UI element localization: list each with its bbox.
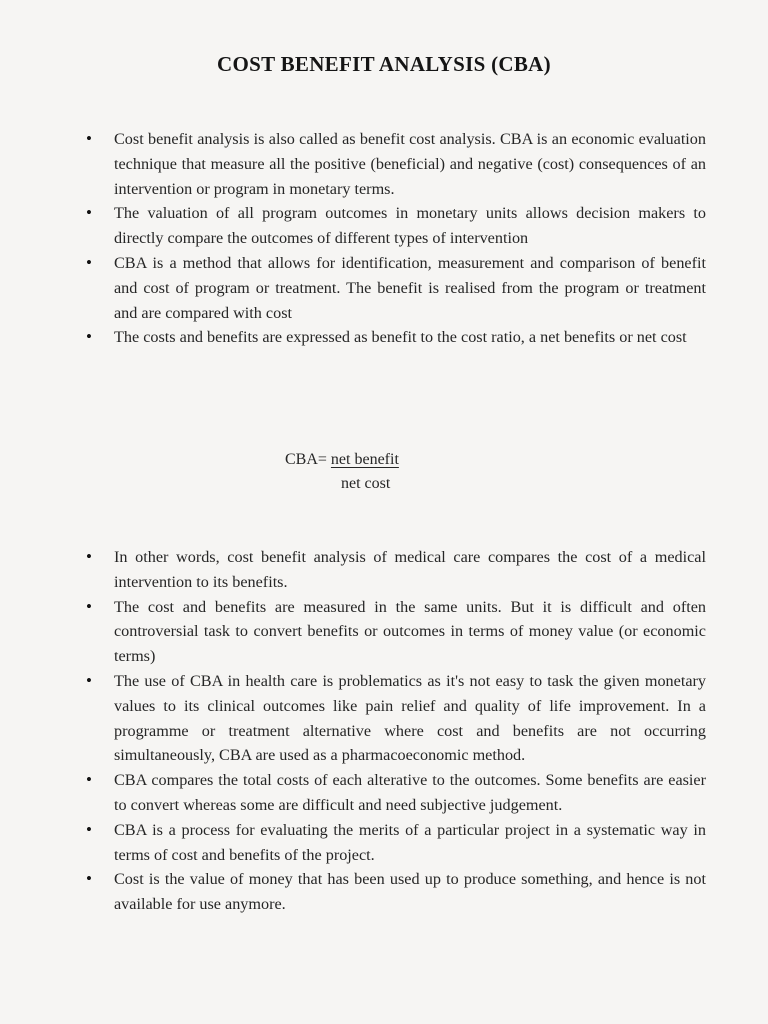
list-item-text: The costs and benefits are expressed as benefit to the cost ratio, a net benefits or net cost — [114, 328, 687, 347]
cba-formula — [285, 451, 399, 492]
bullet-list-top — [82, 127, 706, 350]
bullet-icon: • — [86, 819, 92, 839]
bullet-icon: • — [86, 129, 92, 148]
bullet-icon: • — [86, 327, 92, 347]
list-item — [82, 545, 706, 595]
list-item — [82, 251, 706, 325]
list-item — [82, 127, 706, 201]
bullet-icon: • — [86, 670, 92, 690]
list-item-text: CBA compares the total costs of each alterative to the outcomes. Some benefits are easier to convert whereas some are difficult and need subjective judgement. — [114, 771, 706, 814]
list-item — [82, 669, 706, 768]
list-item-text: The use of CBA in health care is problematics as it's not easy to task the given monetary values to its clinical outcomes like pain relief and quality of life improvement. In a programme or treatment alternative where cost and benefits are not occurring simultaneously, CBA are used as a pharmacoeconomic method. — [114, 671, 706, 765]
bullet-icon: • — [86, 203, 92, 223]
list-item — [82, 595, 706, 669]
bullet-icon: • — [86, 252, 92, 272]
list-item-text: Cost is the value of money that has been used up to produce something, and hence is not available for use anymore. — [114, 870, 706, 914]
list-item-text: In other words, cost benefit analysis of medical care compares the cost of a medical intervention to its benefits. — [114, 548, 706, 591]
list-item — [82, 768, 706, 818]
bullet-icon: • — [86, 869, 92, 889]
list-item — [82, 818, 706, 868]
list-item-text: CBA is a method that allows for identification, measurement and comparison of benefit and cost of program or treatment. The benefit is realised from the program or treatment and are compared with cost — [114, 253, 706, 322]
list-item — [82, 325, 706, 350]
bullet-icon: • — [86, 596, 92, 616]
list-item-text: The cost and benefits are measured in the same units. But it is difficult and often controversial task to convert benefits or outcomes in terms of money value (or economic terms) — [114, 597, 706, 666]
bullet-icon: • — [86, 547, 92, 566]
list-item-text: The valuation of all program outcomes in monetary units allows decision makers to directly compare the outcomes of different types of intervention — [114, 204, 706, 248]
page-title: COST BENEFIT ANALYSIS (CBA) — [217, 52, 551, 76]
formula-lhs: CBA= — [285, 451, 327, 468]
list-item — [82, 867, 706, 917]
list-item-text: Cost benefit analysis is also called as benefit cost analysis. CBA is an economic evaluation technique that measure all the positive (beneficial) and negative (cost) consequences of an intervention or program in monetary terms. — [114, 130, 706, 198]
formula-denominator: net cost — [341, 475, 391, 492]
formula-numerator: net benefit — [330, 451, 399, 468]
list-item-text: CBA is a process for evaluating the merits of a particular project in a systematic way in terms of cost and benefits of the project. — [114, 820, 706, 864]
bullet-list-bottom — [82, 545, 706, 917]
list-item — [82, 201, 706, 251]
bullet-icon: • — [86, 770, 92, 790]
